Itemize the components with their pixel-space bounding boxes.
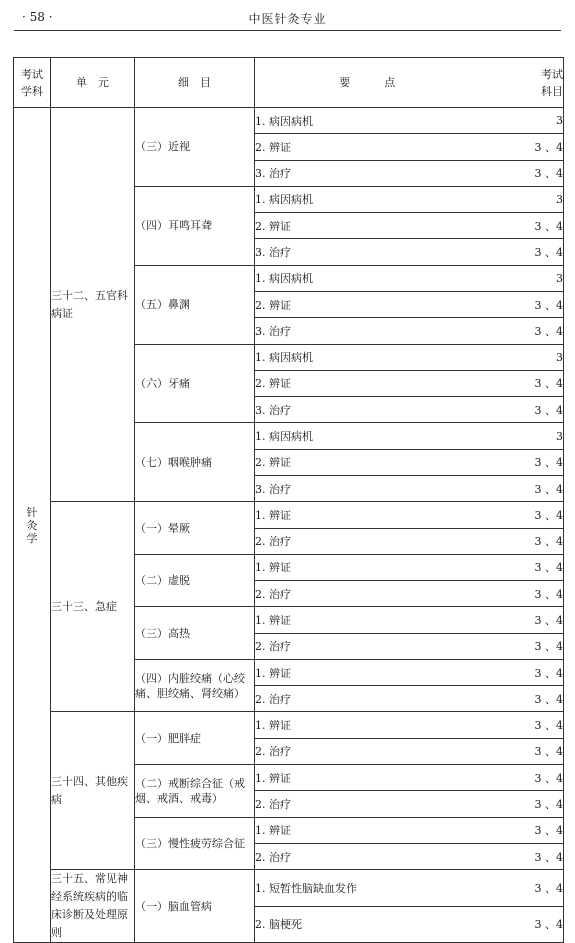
level-cell: 3 、4 (514, 633, 564, 659)
unit-cell: 三十五、常见神经系统疾病的临床诊断及处理原则 (51, 870, 135, 943)
level-cell: 3 、4 (514, 160, 564, 186)
running-title: 中医针灸专业 (248, 12, 327, 26)
point-cell: 1. 病因病机 (255, 344, 514, 370)
level-cell: 3 、4 (514, 239, 564, 265)
page-header (14, 8, 561, 31)
level-cell: 3 、4 (514, 291, 564, 317)
level-cell: 3 、4 (514, 581, 564, 607)
detail-cell: （二）戒断综合征（戒烟、戒酒、戒毒） (135, 765, 255, 818)
point-cell: 2. 脑梗死 (255, 906, 514, 943)
level-cell: 3 、4 (514, 370, 564, 396)
point-cell: 2. 治疗 (255, 738, 514, 764)
level-cell: 3 、4 (514, 318, 564, 344)
table-header-row (14, 58, 564, 108)
level-cell: 3 、4 (514, 712, 564, 738)
point-cell: 2. 辨证 (255, 134, 514, 160)
point-cell: 1. 病因病机 (255, 265, 514, 291)
detail-cell: （二）虚脱 (135, 554, 255, 607)
point-cell: 2. 辨证 (255, 370, 514, 396)
detail-cell: （一）晕厥 (135, 502, 255, 555)
point-cell: 1. 辨证 (255, 659, 514, 685)
level-cell: 3 、4 (514, 397, 564, 423)
level-cell: 3 、4 (514, 607, 564, 633)
col-header-unit: 单 元 (51, 58, 135, 108)
detail-cell: （四）耳鸣耳聋 (135, 186, 255, 265)
col-header-subject: 考试 学科 (14, 58, 51, 108)
point-cell: 2. 治疗 (255, 581, 514, 607)
level-cell: 3 (514, 344, 564, 370)
syllabus-table (13, 57, 564, 943)
point-cell: 1. 短暂性脑缺血发作 (255, 870, 514, 907)
page-number: · 58 · (22, 10, 53, 24)
detail-cell: （一）脑血管病 (135, 870, 255, 943)
detail-cell: （三）慢性疲劳综合征 (135, 817, 255, 870)
level-cell: 3 、4 (514, 870, 564, 907)
level-cell: 3 、4 (514, 213, 564, 239)
point-cell: 1. 辨证 (255, 712, 514, 738)
level-cell: 3 (514, 108, 564, 134)
detail-cell: （四）内脏绞痛（心绞痛、胆绞痛、肾绞痛） (135, 659, 255, 712)
point-cell: 1. 辨证 (255, 765, 514, 791)
level-cell: 3 (514, 186, 564, 212)
col-header-level: 考试 科目 (514, 58, 564, 108)
unit-cell: 三十三、急症 (51, 502, 135, 712)
point-cell: 1. 辨证 (255, 502, 514, 528)
table-row (14, 870, 564, 907)
point-cell: 1. 病因病机 (255, 108, 514, 134)
level-cell: 3 、4 (514, 686, 564, 712)
point-cell: 2. 治疗 (255, 843, 514, 869)
level-cell: 3 、4 (514, 843, 564, 869)
level-cell: 3 、4 (514, 791, 564, 817)
point-cell: 1. 辨证 (255, 607, 514, 633)
detail-cell: （三）近视 (135, 108, 255, 187)
detail-cell: （六）牙痛 (135, 344, 255, 423)
point-cell: 2. 治疗 (255, 633, 514, 659)
point-cell: 2. 辨证 (255, 291, 514, 317)
detail-cell: （七）咽喉肿痛 (135, 423, 255, 502)
point-cell: 1. 辨证 (255, 554, 514, 580)
point-cell: 1. 病因病机 (255, 186, 514, 212)
level-cell: 3 、4 (514, 134, 564, 160)
table-row (14, 108, 564, 134)
table-body (14, 108, 564, 943)
detail-cell: （一）肥胖症 (135, 712, 255, 765)
table-row (14, 712, 564, 738)
point-cell: 2. 治疗 (255, 686, 514, 712)
table-row (14, 502, 564, 528)
level-cell: 3 、4 (514, 502, 564, 528)
subject-label: 针灸学 (26, 505, 38, 545)
col-header-points: 要点 (255, 58, 514, 108)
point-cell: 2. 辨证 (255, 213, 514, 239)
point-cell: 3. 治疗 (255, 160, 514, 186)
point-cell: 3. 治疗 (255, 397, 514, 423)
point-cell: 3. 治疗 (255, 318, 514, 344)
point-cell: 1. 病因病机 (255, 423, 514, 449)
unit-cell: 三十二、五官科病证 (51, 108, 135, 502)
level-cell: 3 、4 (514, 738, 564, 764)
level-cell: 3 、4 (514, 765, 564, 791)
point-cell: 3. 治疗 (255, 475, 514, 501)
level-cell: 3 、4 (514, 906, 564, 943)
level-cell: 3 、4 (514, 449, 564, 475)
level-cell: 3 、4 (514, 817, 564, 843)
level-cell: 3 (514, 423, 564, 449)
level-cell: 3 、4 (514, 659, 564, 685)
subject-cell (14, 108, 51, 943)
unit-cell: 三十四、其他疾病 (51, 712, 135, 870)
col-header-detail: 细 目 (135, 58, 255, 108)
point-cell: 3. 治疗 (255, 239, 514, 265)
level-cell: 3 、4 (514, 475, 564, 501)
level-cell: 3 、4 (514, 528, 564, 554)
point-cell: 2. 治疗 (255, 791, 514, 817)
point-cell: 2. 治疗 (255, 528, 514, 554)
detail-cell: （五）鼻渊 (135, 265, 255, 344)
detail-cell: （三）高热 (135, 607, 255, 660)
level-cell: 3 、4 (514, 554, 564, 580)
point-cell: 1. 辨证 (255, 817, 514, 843)
level-cell: 3 (514, 265, 564, 291)
point-cell: 2. 辨证 (255, 449, 514, 475)
